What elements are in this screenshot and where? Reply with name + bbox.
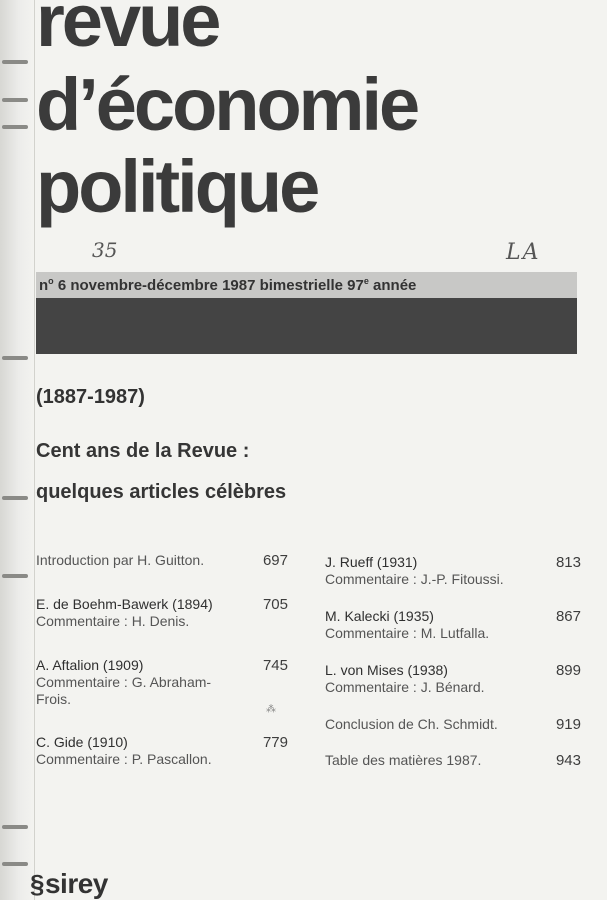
- toc-entry-kalecki: [325, 608, 581, 642]
- toc-entry-commentary: Commentaire : P. Pascallon.: [36, 751, 212, 767]
- issue-main: 6 novembre-décembre 1987 bimestrielle 97: [53, 277, 364, 294]
- dark-band: [36, 298, 577, 354]
- issue-info: [36, 276, 416, 294]
- toc-entry-author: A. Aftalion (1909): [36, 657, 144, 673]
- binder-ring: [2, 862, 28, 866]
- issue-superscript-e: e: [363, 276, 369, 286]
- toc-page-number: 867: [555, 608, 581, 625]
- toc-page-number: 697: [262, 552, 288, 569]
- toc-entry-title: Conclusion de Ch. Schmidt.: [325, 716, 498, 732]
- toc-entry-commentary: Commentaire : G. Abraham-: [36, 674, 212, 690]
- issue-band: [36, 272, 577, 298]
- toc-page-number: 899: [555, 662, 581, 679]
- toc-entry-title: Table des matières 1987.: [325, 752, 482, 768]
- toc-page-number: 705: [262, 596, 288, 613]
- toc-page-number: 779: [262, 734, 288, 751]
- toc-page-number: 745: [262, 657, 288, 674]
- publisher-name: sirey: [44, 868, 108, 899]
- toc-entry-author: E. de Boehm-Bawerk (1894): [36, 596, 213, 612]
- binder-ring: [2, 125, 28, 129]
- toc-entry-commentary: Commentaire : H. Denis.: [36, 613, 190, 629]
- toc-entry-rueff: [325, 554, 581, 588]
- toc-entry-commentary: Commentaire : M. Lutfalla.: [325, 625, 490, 641]
- centenary-subtitle-line-2: quelques articles célèbres: [36, 481, 287, 503]
- toc-entry-aftalion: [36, 657, 288, 708]
- handwritten-mark-left: 35: [92, 238, 118, 262]
- toc-entry-introduction: [36, 552, 288, 569]
- binder-ring: [2, 496, 28, 500]
- centenary-subtitle-line-1: Cent ans de la Revue :: [36, 440, 250, 462]
- binder-ring: [2, 825, 28, 829]
- toc-entry-author: J. Rueff (1931): [325, 554, 418, 570]
- toc-entry-table: [325, 752, 581, 769]
- binder-ring: [2, 60, 28, 64]
- toc-entry-von-mises: [325, 662, 581, 696]
- toc-entry-gide: [36, 734, 288, 768]
- issue-prefix: n: [39, 277, 49, 294]
- toc-entry-author: M. Kalecki (1935): [325, 608, 434, 624]
- issue-superscript-o: o: [48, 276, 54, 286]
- toc-entry-commentary-cont: Frois.: [36, 691, 71, 707]
- issue-suffix: année: [368, 277, 417, 294]
- toc-entry-commentary: Commentaire : J.-P. Fitoussi.: [325, 571, 504, 587]
- handwritten-mark-right: LA: [506, 240, 541, 265]
- journal-title-line-2: d’économie: [36, 63, 418, 146]
- toc-page-number: 919: [555, 716, 581, 733]
- binder-ring: [2, 98, 28, 102]
- publisher-logo: [30, 868, 108, 900]
- binder-ring: [2, 356, 28, 360]
- toc-page-number: 943: [555, 752, 581, 769]
- toc-entry-conclusion: [325, 716, 581, 733]
- toc-page-number: 813: [555, 554, 581, 571]
- journal-title-line-3: politique: [36, 145, 318, 228]
- print-speck: ⁂: [266, 704, 276, 715]
- centenary-years: (1887-1987): [36, 386, 145, 408]
- publisher-logo-icon: §: [30, 868, 44, 899]
- toc-entry-boehm-bawerk: [36, 596, 288, 630]
- journal-title-line-1: revue: [36, 0, 219, 62]
- toc-entry-author: C. Gide (1910): [36, 734, 128, 750]
- binder-ring: [2, 574, 28, 578]
- toc-entry-author: L. von Mises (1938): [325, 662, 448, 678]
- toc-entry-commentary: Commentaire : J. Bénard.: [325, 679, 485, 695]
- binding-spine: [0, 0, 35, 900]
- toc-entry-title: Introduction par H. Guitton.: [36, 552, 205, 568]
